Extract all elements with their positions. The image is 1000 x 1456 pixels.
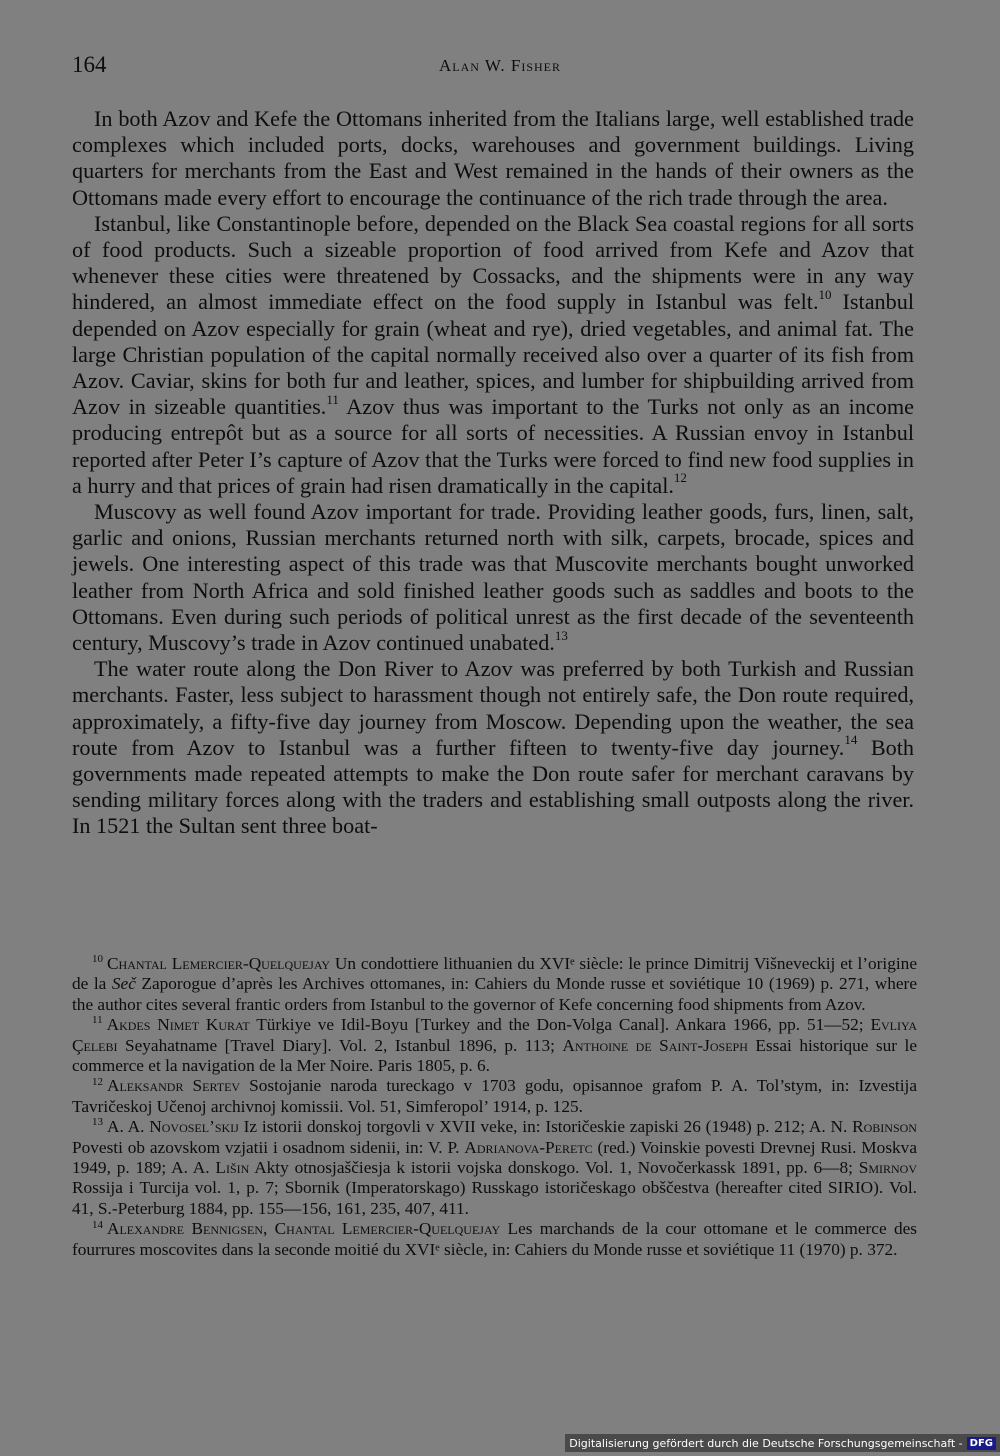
- footnote-author: Akdes Nimet Kurat: [106, 1015, 250, 1035]
- footnote-ref-13[interactable]: 13: [554, 627, 568, 643]
- digitization-credit: Digitalisierung gefördert durch die Deutsche Forschungsgemeinschaft -: [569, 1436, 963, 1450]
- footnote-ref-14[interactable]: 14: [844, 732, 858, 748]
- paragraph-2: [72, 211, 914, 499]
- running-head: Alan W. Fisher: [439, 56, 561, 75]
- footnote-text: Akty otnosjaščiesja k istorii vojska donskogo. Vol. 1, Novočerkassk 1891, pp. 6—8;: [249, 1158, 859, 1178]
- footnote-author: Chantal Lemercier-Quelquejay: [107, 954, 331, 973]
- footnote-number-13: 13: [92, 1116, 103, 1129]
- paragraph-4-part-a: The water route along the Don River to Azov was preferred by both Turkish and Russian merchants. Faster, less subject to harassment though not entirely safe, the Don route required, approximately, a fifty-five day journey from Moscow. Depending upon the weather, the sea route from Azov to Istanbul was a further fifteen to twenty-five day journey.: [72, 656, 914, 760]
- footnote-text: Essai historique sur le commerce et la navigation de la Mer Noire. Paris 1805, p. 6.: [72, 1035, 917, 1076]
- footnote-author: Robinson: [852, 1117, 917, 1137]
- footnote-text: Les marchands de la cour ottomane et le commerce des fourrures moscovites dans la seconde moitié du XVIᵉ siècle, in: Cahiers du Monde russe et soviétique 11 (1970) p. 372.: [72, 1219, 917, 1259]
- paragraph-2-part-b: Istanbul depended on Azov especially for grain (wheat and rye), dried vegetables, and animal fat. The large Christian population of the capital normally received also over a quarter of its fish from Azov. Caviar, skins for both fur and leather, spices, and lumber for shipbuilding arrived from Azov in sizeable quantities.: [72, 289, 914, 420]
- page-number: 164: [72, 52, 107, 77]
- footnote-text: Rossija i Turcija vol. 1, p. 7; Sbornik (Imperatorskago) Russkago istoričeskago obščestva (hereafter cited SIRIO). Vol. 41, S.-Peterburg 1884, pp. 155—156, 161, 235, 407, 411.: [72, 1178, 917, 1218]
- footnote-ref-11[interactable]: 11: [326, 391, 339, 407]
- dfg-logo[interactable]: DFG: [967, 1437, 996, 1450]
- paragraph-3: [72, 499, 914, 656]
- footnote-12: [72, 1076, 917, 1117]
- paragraph-2-part-c: Azov thus was important to the Turks not only as an income producing entrepôt but as a source for all sorts of necessities. A Russian envoy in Istanbul reported after Peter I’s capture of Azov that the Turks were forced to find new food supplies in a hurry and that prices of grain had risen dramatically in the capital.: [72, 394, 914, 498]
- footnote-number-11: 11: [92, 1014, 103, 1027]
- footnote-italic: Seč: [111, 974, 136, 994]
- footnote-14: [72, 1219, 917, 1260]
- footnote-text: (red.) Voinskie povesti Drevnej Rusi. Moskva 1949, p. 189; A. A.: [72, 1137, 917, 1178]
- paragraph-2-part-a: Istanbul, like Constantinople before, depended on the Black Sea coastal regions for all sorts of food products. Such a sizeable proportion of food arrived from Kefe and Azov that whenever these cities were threatened by Cossacks, and the shipments were in any way hindered, an almost immediate effect on the food supply in Istanbul was felt.: [72, 210, 914, 315]
- footnote-ref-10[interactable]: 10: [818, 287, 832, 303]
- footnote-text: Türkiye ve Idil-Boyu [Turkey and the Don-Volga Canal]. Ankara 1966, pp. 51—52;: [249, 1015, 871, 1035]
- paragraph-1: In both Azov and Kefe the Ottomans inherited from the Italians large, well established trade complexes which included ports, docks, warehouses and government buildings. Living quarters for merchants from the East and West remained in the hands of their owners as the Ottomans made every effort to encourage the continuance of the rich trade through the area.: [72, 106, 914, 210]
- footnote-author: A. A. Novosel’skij: [107, 1117, 239, 1137]
- paragraph-3-part-a: Muscovy as well found Azov important for trade. Providing leather goods, furs, linen, salt, garlic and onions, Russian merchants returned north with silk, carpets, brocade, spices and jewels. One interesting aspect of this trade was that Muscovite merchants bought unworked leather from North Africa and sold finished leather goods such as saddles and boots to the Ottomans. Even during such periods of political unrest as the first decade of the seventeenth century, Muscovy’s trade in Azov continued unabated.: [72, 499, 914, 656]
- footnote-text: Zaporogue d’après les Archives ottomanes, in: Cahiers du Monde russe et soviétique 10 (1969) p. 271, where the author cites several frantic orders from Istanbul to the governor of Kefe concerning food shipments from Azov.: [72, 974, 917, 1014]
- paragraph-4-part-b: Both governments made repeated attempts to make the Don route safer for merchant caravans by sending military forces along with the traders and establishing small outposts along the river. In 1521 the Sultan sent three boat-: [72, 734, 914, 839]
- footnotes: [72, 954, 917, 1260]
- footnote-author: Adrianova-Peretc: [464, 1137, 593, 1157]
- footnote-text: Sostojanie naroda tureckago v 1703 godu, opisannoe grafom P. A. Tol’stym, in: Izvestija Tavričeskoj Učenoj archivnoj komissii. Vol. 51, Simferopol’ 1914, p. 125.: [72, 1076, 917, 1116]
- footnote-author: Evliya Çelebi: [72, 1015, 917, 1055]
- footnote-ref-12[interactable]: 12: [673, 470, 687, 486]
- footnote-13: [72, 1117, 917, 1219]
- footnote-10: [72, 954, 917, 1015]
- footnote-author: Smirnov: [858, 1158, 917, 1178]
- footnote-number-10: 10: [92, 953, 103, 966]
- footnote-author: Aleksandr Sertev: [107, 1076, 241, 1096]
- digitization-footer: [565, 1434, 1000, 1452]
- footnote-author: Lišin: [215, 1158, 250, 1178]
- footnote-text: Iz istorii donskoj torgovli v XVII veke, in: Istoričeskie zapiski 26 (1948) p. 212; A. N.: [238, 1117, 853, 1137]
- body-text: [72, 106, 914, 840]
- footnote-11: [72, 1015, 917, 1076]
- footnote-author: Alexandre Bennigsen, Chantal Lemercier-Quelquejay: [107, 1219, 501, 1239]
- footnote-author: Anthoine de Saint-Joseph: [562, 1035, 748, 1055]
- footnote-number-12: 12: [92, 1075, 103, 1088]
- footnote-text: Seyahatname [Travel Diary]. Vol. 2, Istanbul 1896, p. 113;: [117, 1035, 563, 1055]
- footnote-number-14: 14: [92, 1218, 103, 1231]
- footnote-text: Povesti ob azovskom vzjatii i osadnom sidenii, in: V. P.: [72, 1137, 465, 1157]
- paragraph-4: [72, 656, 914, 839]
- footnote-text: Un condottiere lithuanien du XVIᵉ siècle: le prince Dimitrij Višneveckij et l’origine de la: [72, 954, 917, 994]
